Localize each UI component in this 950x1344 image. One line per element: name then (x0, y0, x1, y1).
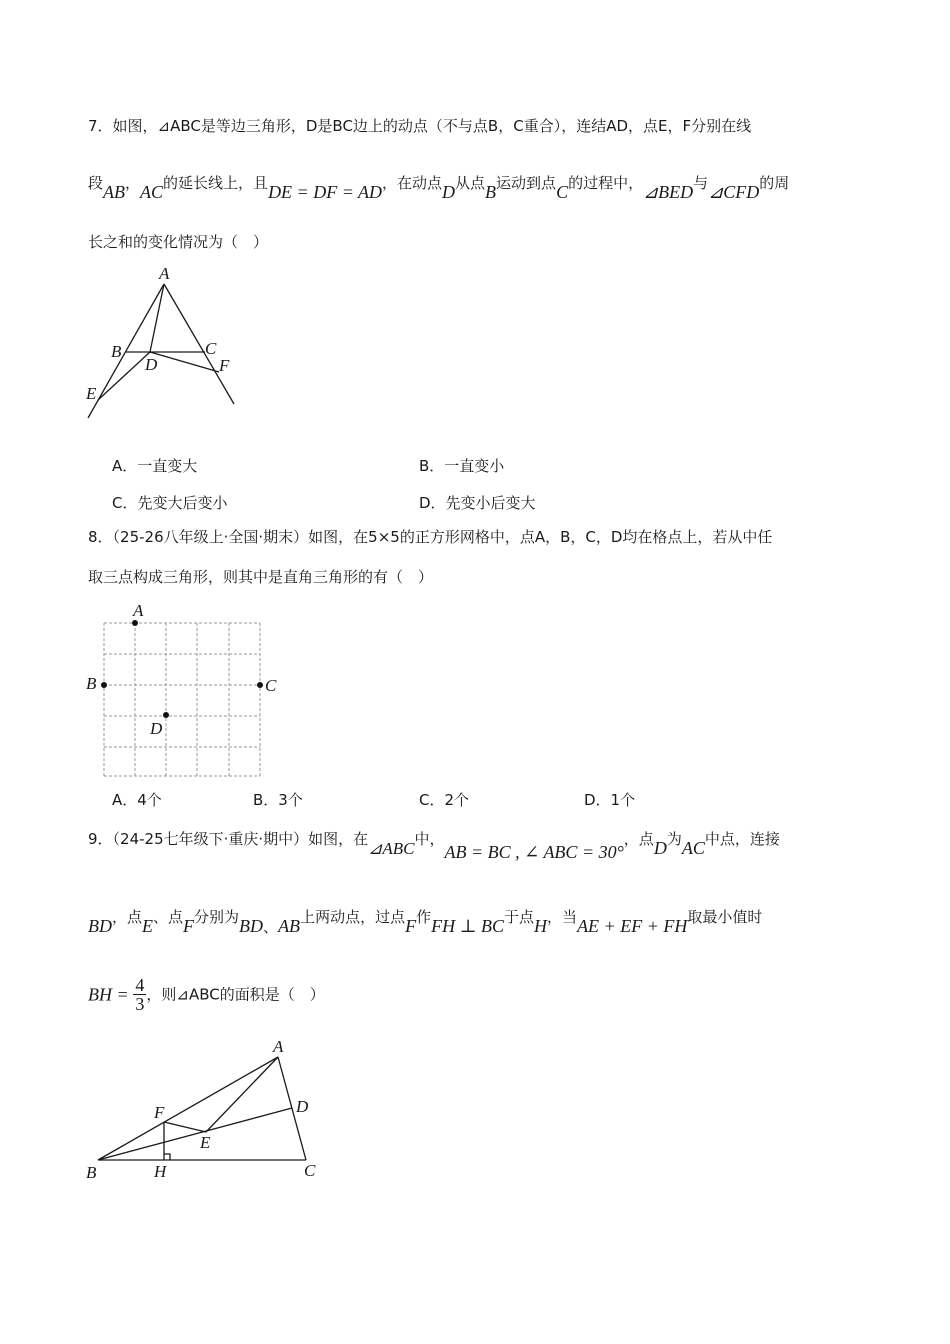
q8-label-A: A (133, 601, 144, 620)
q7-option-c[interactable]: C．先变大后变小 (112, 494, 228, 512)
q9-label-D: D (296, 1097, 309, 1116)
q7-option-d[interactable]: D．先变小后变大 (419, 494, 536, 512)
q7-option-a[interactable]: A．一直变大 (112, 457, 198, 475)
q9-label-E: E (200, 1133, 211, 1152)
q7-line-AD (150, 284, 164, 352)
q7-label-D: D (145, 355, 158, 374)
q8-line-2: 取三点构成三角形，则其中是直角三角形的有（ ） (88, 568, 434, 586)
q9-fraction: $\frac{4}{3}$ (135, 975, 145, 1014)
q9-line-1: 9．（24-25七年级下·重庆·期中）如图，在⊿ABC中，AB = BC , ∠ ABC = 30°，点D为AC中点，连接 (88, 830, 780, 862)
q8-line-1: 8．（25-26八年级上·全国·期末）如图，在5×5的正方形网格中，点A，B，C，D均在格点上，若从中任 (88, 528, 773, 546)
q8-option-d[interactable]: D．1个 (584, 791, 636, 809)
q7-label-E: E (86, 384, 97, 403)
q9-line-2: BD，点E、点F分别为BD、AB上两动点，过点F作FH ⊥ BC于点H，当AE + EF + FH取最小值时 (88, 908, 763, 936)
q9-label-A: A (273, 1037, 284, 1056)
q8-option-b[interactable]: B．3个 (253, 791, 303, 809)
q7-label-C: C (205, 339, 217, 358)
q7-line-2: 段AB，AC的延长线上，且DE = DF = AD，在动点D从点B运动到点C的过程中，⊿BED与⊿CFD的周 (88, 174, 790, 202)
q9-line-BD (98, 1108, 292, 1160)
q7-line-1: 7．如图，⊿ABC是等边三角形，D是BC边上的动点（不与点B，C重合），连结AD，点E，F分别在线 (88, 117, 752, 135)
q7-line-3: 长之和的变化情况为（ ） (88, 233, 269, 251)
q8-option-a[interactable]: A．4个 (112, 791, 162, 809)
q7-line-DE (98, 352, 150, 400)
q7-option-b[interactable]: B．一直变小 (419, 457, 505, 475)
q9-line-AB (98, 1057, 278, 1160)
q9-right-angle-mark (164, 1154, 170, 1160)
q7-line-AF (164, 284, 234, 404)
q9-label-H: H (154, 1162, 167, 1181)
q7-triangle-figure (80, 262, 250, 422)
q7-label-F: F (219, 356, 230, 375)
q8-label-B: B (86, 674, 97, 693)
q7-label-A: A (159, 264, 170, 283)
q8-point-A (132, 620, 138, 626)
q9-triangle-figure (80, 1030, 340, 1190)
q8-point-B (101, 682, 107, 688)
q8-point-C (257, 682, 263, 688)
q9-line-FE (164, 1122, 206, 1132)
q8-option-c[interactable]: C．2个 (419, 791, 470, 809)
q8-label-D: D (150, 719, 163, 738)
q9-label-F: F (154, 1103, 165, 1122)
q7-label-B: B (111, 342, 122, 361)
q8-grid-figure (84, 598, 284, 782)
q8-point-D (163, 712, 169, 718)
q8-label-C: C (265, 676, 277, 695)
q9-label-C: C (304, 1161, 316, 1180)
q9-label-B: B (86, 1163, 97, 1182)
q9-line-3: BH = $\frac{4}{3}$ ，则⊿ABC的面积是（ ） (88, 975, 325, 1014)
